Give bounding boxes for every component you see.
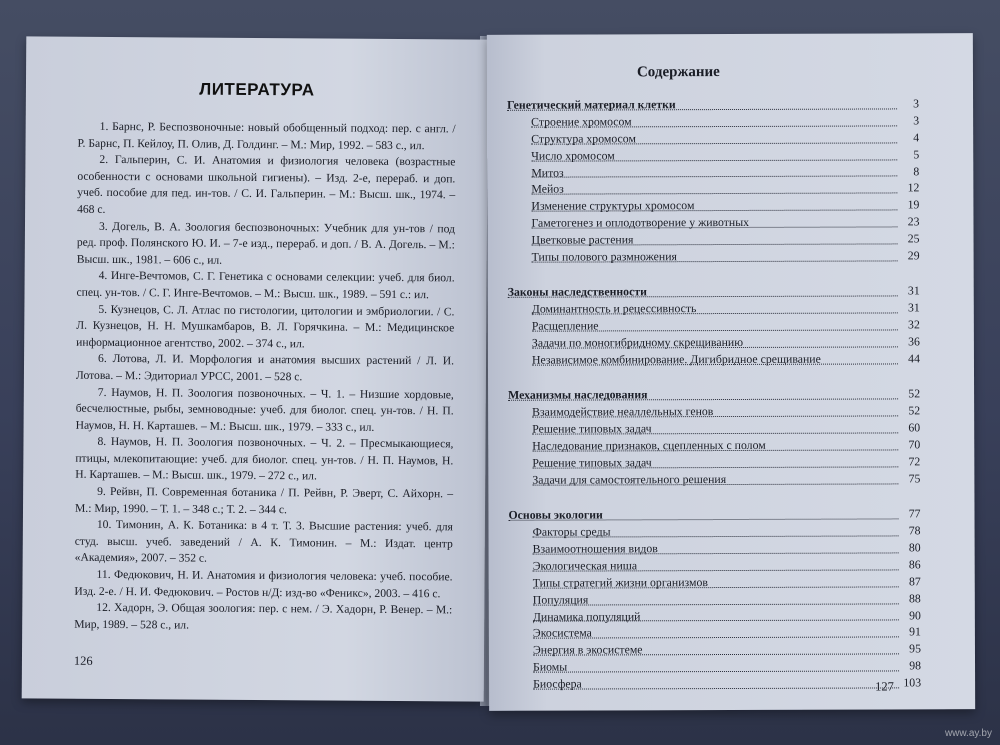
toc-entry-label: Экосистема xyxy=(532,625,592,641)
toc-page-number: 32 xyxy=(908,317,920,332)
toc-entry-label: Строение хромосом xyxy=(531,114,632,129)
toc-entry-row xyxy=(507,146,919,164)
toc-entry-row xyxy=(507,214,919,232)
toc-page-number: 25 xyxy=(907,231,920,246)
toc-entry-row xyxy=(508,333,920,351)
toc-page-number: 70 xyxy=(908,437,921,452)
toc-entry-label: Гаметогенез и оплодотворение у животных xyxy=(531,215,750,230)
toc-page-number: 52 xyxy=(908,403,921,418)
toc-entry-row xyxy=(508,317,920,335)
toc-page-number: 29 xyxy=(907,248,920,263)
toc-page-number: 78 xyxy=(908,523,921,538)
toc-leader-dots xyxy=(531,176,897,178)
toc-entry-row xyxy=(508,403,920,421)
toc-entry-label: Задачи по моногибридному скрещиванию xyxy=(531,335,744,350)
toc-section-title: Механизмы наследования xyxy=(508,387,648,403)
toc-page-number: 86 xyxy=(908,557,921,572)
reference-item: 11. Федюкович, Н. И. Анатомия и физиология человека: учеб. пособие. Изд. 2-е. / Н. И. Федюкович. – Ростов н/Д: изд-во «Феникс», 2003. – 416 с. xyxy=(74,567,453,600)
toc-page-number: 60 xyxy=(908,420,921,435)
toc-entry-row xyxy=(508,230,920,248)
toc-entry-label: Популяция xyxy=(532,592,589,607)
toc-entry-row xyxy=(509,658,921,676)
toc-entry-row xyxy=(509,674,921,692)
toc-entry-row xyxy=(509,641,921,659)
toc-gap xyxy=(508,487,920,507)
toc-entry-row xyxy=(508,350,920,368)
reference-item: 12. Хадорн, Э. Общая зоология: пер. с нем. / Э. Хадорн, Р. Венер. – М.: Мир, 1989. – 528 с., ил. xyxy=(74,601,453,632)
toc-entry-label: Структура хромосом xyxy=(531,131,636,146)
toc-entry-row xyxy=(509,522,921,540)
reference-item: 8. Наумов, Н. П. Зоология позвоночных. – Ч. 2. – Пресмыкающиеся, птицы, млекопитающие: учеб. для биолог. спец. ун-тов. / Н. П. Наумов, Н. Н. Карташев. – М.: Высш. шк., 1979. – 272 с., ил. xyxy=(75,435,454,483)
toc-section-title: Законы наследственности xyxy=(507,284,647,300)
toc-entry-label: Взаимоотношения видов xyxy=(532,541,658,556)
contents-title: Содержание xyxy=(636,64,720,81)
toc-entry-row xyxy=(509,607,921,625)
toc-page-number: 5 xyxy=(913,147,920,162)
toc-page-number: 95 xyxy=(909,641,921,656)
toc-entry-label: Взаимодействие неаллельных генов xyxy=(532,404,714,419)
reference-list xyxy=(74,119,456,636)
toc-entry-row xyxy=(509,590,921,608)
toc-page-number: 3 xyxy=(913,113,920,128)
reference-item: 10. Тимонин, А. К. Ботаника: в 4 т. Т. 3. Высшие растения: учеб. для студ. высш. учеб. заведений / А. К. Тимонин. – М.: Издат. центр «Академия», 2007. – 352 с. xyxy=(74,518,453,566)
reference-item: 2. Гальперин, С. И. Анатомия и физиология человека (возрастные особенности с основами школьной гигиены). – Изд. 2-е, перераб. и доп. учеб. пособие для пед. ин-тов. / С. И. Гальперин. – М.: Высш. шк., 1974. – 468 с. xyxy=(77,153,456,216)
toc-gap xyxy=(508,367,920,387)
toc-page-number: 31 xyxy=(907,300,920,315)
toc-page-number: 77 xyxy=(908,506,921,521)
reference-item: 5. Кузнецов, С. Л. Атлас по гистологии, цитологии и эмбриологии. / С. Л. Кузнецов, Н. Н. Мушкамбаров, В. Л. Горячкина. – М.: Медицинское информационное агентство, 2002. – 374 с., ил. xyxy=(76,302,455,351)
toc-leader-dots xyxy=(531,193,897,195)
toc-gap xyxy=(508,264,920,284)
toc-page-number: 87 xyxy=(908,574,921,589)
reference-item: 6. Лотова, Л. И. Морфология и анатомия высших растений / Л. И. Лотова. – М.: Эдиториал УРСС, 2001. – 528 с. xyxy=(75,352,455,384)
toc-page-number: 88 xyxy=(908,590,921,606)
toc-entry-row xyxy=(508,419,920,437)
toc-page-number: 12 xyxy=(907,180,920,195)
toc-entry-label: Биомы xyxy=(533,659,568,674)
toc-entry-row xyxy=(509,624,921,642)
toc-entry-label: Изменение структуры хромосом xyxy=(531,198,695,214)
reference-item: 7. Наумов, Н. П. Зоология позвоночных. – Ч. 1. – Низшие хордовые, бесчелюстные, рыбы, земноводные: учеб. для биолог. спец. ун-тов. / Н. П. Наумов, Н. Н. Карташев. – М.: Высш. шк., 1979. – 333 с., ил. xyxy=(75,385,454,434)
toc-entry-row xyxy=(507,197,919,215)
toc-page-number: 4 xyxy=(913,130,920,145)
toc-page-number: 36 xyxy=(908,334,920,349)
toc-entry-row xyxy=(509,539,921,557)
left-page xyxy=(22,36,489,701)
toc-entry-label: Митоз xyxy=(531,165,564,180)
table-of-contents xyxy=(507,95,921,692)
toc-entry-label: Решение типовых задач xyxy=(532,421,652,436)
page-number-left: 126 xyxy=(73,653,93,668)
toc-entry-label: Экологическая ниша xyxy=(532,558,638,573)
toc-entry-label: Факторы среды xyxy=(532,524,611,539)
reference-item: 3. Догель, В. А. Зоология беспозвоночных: Учебник для ун-тов / под ред. проф. Полянского Ю. И. – 7-е изд., перераб. и доп. / В. А. Догель. – М.: Высш. шк., 1981. – 606 с., ил. xyxy=(76,219,456,267)
right-page xyxy=(487,33,975,711)
toc-entry-label: Типы полового размножения xyxy=(531,249,677,264)
toc-entry-row xyxy=(508,436,920,454)
toc-entry-label: Типы стратегий жизни организмов xyxy=(532,574,708,590)
toc-entry-label: Мейоз xyxy=(531,182,564,197)
toc-entry-row xyxy=(508,300,920,318)
toc-entry-label: Решение типовых задач xyxy=(532,455,652,470)
toc-entry-label: Расщепление xyxy=(531,318,599,333)
reference-item: 4. Инге-Вечтомов, С. Г. Генетика с основами селекции: учеб. для биол. спец. ун-тов. / С. Г. Инге-Вечтомов. – М.: Высш. шк., 1989. – 591 с.: ил. xyxy=(76,269,455,302)
toc-page-number: 52 xyxy=(908,386,921,401)
toc-section-title: Генетический материал клетки xyxy=(507,97,676,112)
toc-entry-label: Динамика популяций xyxy=(532,608,641,624)
toc-page-number: 19 xyxy=(907,197,920,212)
toc-entry-row xyxy=(507,163,919,181)
toc-entry-row xyxy=(508,470,920,488)
toc-page-number: 75 xyxy=(908,471,921,486)
toc-section-row xyxy=(508,506,920,524)
toc-entry-label: Энергия в экосистеме xyxy=(532,642,643,658)
toc-page-number: 8 xyxy=(913,163,920,178)
toc-page-number: 98 xyxy=(909,658,922,673)
reference-item: 1. Барнс, Р. Беспозвоночные: новый обобщенный подход: пер. с англ. / Р. Барнс, П. Кейлоу, П. Олив, Д. Голдинг. – М.: Мир, 1992. – 583 с., ил. xyxy=(77,119,456,152)
toc-entry-label: Цветковые растения xyxy=(531,232,634,247)
toc-entry-label: Доминантность и рецессивность xyxy=(531,301,697,316)
toc-entry-label: Биосфера xyxy=(533,676,582,691)
toc-entry-label: Наследование признаков, сцепленных с полом xyxy=(532,437,766,453)
toc-page-number: 103 xyxy=(903,675,922,690)
toc-section-title: Основы экологии xyxy=(508,507,603,522)
page-number-right: 127 xyxy=(875,679,894,694)
toc-entry-label: Независимое комбинирование. Дигибридное срещивание xyxy=(531,351,821,367)
toc-section-row xyxy=(507,95,919,113)
toc-page-number: 91 xyxy=(909,624,921,639)
toc-entry-row xyxy=(507,112,919,130)
toc-entry-label: Задачи для самостоятельного решения xyxy=(532,471,727,487)
toc-entry-row xyxy=(507,129,919,147)
toc-leader-dots xyxy=(533,687,899,689)
toc-entry-row xyxy=(509,573,921,591)
toc-entry-row xyxy=(508,247,920,265)
watermark-text: www.ay.by xyxy=(944,728,992,739)
toc-page-number: 3 xyxy=(913,96,920,111)
toc-section-row xyxy=(508,283,920,301)
literature-title: ЛИТЕРАТУРА xyxy=(199,79,315,100)
toc-entry-row xyxy=(507,180,919,198)
toc-section-row xyxy=(508,386,920,404)
reference-item: 9. Рейвн, П. Современная ботаника / П. Рейвн, Р. Эверт, С. Айхорн. – М.: Мир, 1990. – Т. 1. – 348 с.; Т. 2. – 344 с. xyxy=(74,484,454,516)
toc-leader-dots xyxy=(533,671,899,673)
toc-entry-label: Число хромосом xyxy=(531,148,615,163)
toc-page-number: 80 xyxy=(908,540,921,555)
toc-page-number: 44 xyxy=(908,351,920,366)
toc-page-number: 72 xyxy=(908,454,921,469)
toc-entry-row xyxy=(508,453,920,471)
toc-page-number: 90 xyxy=(909,607,921,622)
toc-page-number: 23 xyxy=(907,214,920,229)
toc-page-number: 31 xyxy=(907,283,920,298)
toc-entry-row xyxy=(509,556,921,574)
